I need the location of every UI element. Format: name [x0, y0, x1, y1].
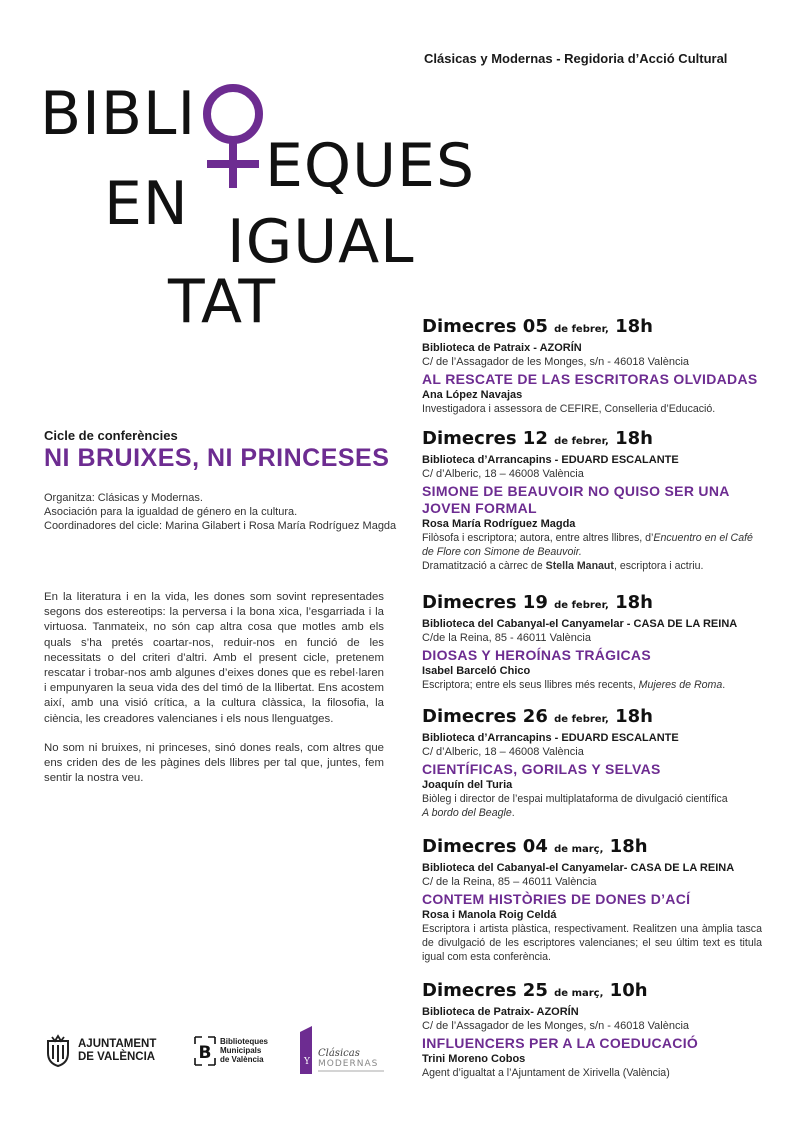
event-library: Biblioteca de Patraix - AZORÍN: [422, 342, 582, 354]
org-line: Asociación para la igualdad de género en la cultura.: [44, 506, 298, 518]
bmv-line: Municipals: [220, 1046, 262, 1055]
event-speaker: Joaquín del Turia: [422, 779, 513, 791]
intro-text: [44, 590, 384, 800]
logo-word-bibli: BIBLI: [40, 79, 197, 149]
clasicas-modernas-logo-icon: [298, 1024, 388, 1076]
ajuntament-line: AJUNTAMENT: [78, 1038, 157, 1050]
event-library: Biblioteca de Patraix- AZORÍN: [422, 1006, 579, 1018]
event-description: Biòleg i director de l’espai multiplataforma de divulgació científica: [422, 793, 728, 805]
event-1: [422, 316, 762, 416]
event-date: Dimecres 25 de març, 10h: [422, 980, 648, 1001]
svg-text:MODERNAS: MODERNAS: [318, 1059, 379, 1069]
event-description: Escriptora i artista plàstica, respectivament. Realitzen una àmplia tasca de divulgació de les escriptores valencianes; el seu últim text es titula igual com esta conferència.: [422, 923, 762, 963]
organizers-header: Clásicas y Modernas - Regidoria d’Acció Cultural: [424, 51, 728, 66]
svg-text:B: B: [198, 1043, 212, 1063]
logo-word-tat: TAT: [168, 267, 277, 337]
bmv-line: de València: [220, 1055, 264, 1064]
b-logo-icon: [194, 1036, 216, 1066]
org-line: Coordinadores del cicle: Marina Gilabert i Rosa María Rodríguez Magda: [44, 520, 397, 532]
bmv-line: Biblioteques: [220, 1037, 269, 1046]
coat-of-arms-icon: [44, 1033, 72, 1067]
org-line: Organitza: Clásicas y Modernas.: [44, 492, 203, 504]
venus-symbol-icon: [193, 80, 273, 200]
intro-paragraph: No som ni bruixes, ni princeses, sinó dones reals, com altres que ens criden des de les pàgines dels llibres per tal que, juntes, fem sentir la nostra veu.: [44, 741, 384, 785]
event-title: CONTEM HISTÒRIES DE DONES D’ACÍ: [422, 891, 691, 907]
event-description: Filòsofa i escriptora; autora, entre altres llibres, d’Encuentro en el Café de Flore con Simone de Beauvoir.: [422, 532, 753, 558]
event-address: C/ de l’Assagador de les Monges, s/n - 46018 València: [422, 356, 690, 368]
event-date: Dimecres 05 de febrer, 18h: [422, 316, 653, 337]
event-description: Escriptora; entre els seus llibres més recents, Mujeres de Roma.: [422, 679, 726, 691]
event-address: C/de la Reina, 85 - 46011 València: [422, 632, 591, 644]
event-address: C/ de la Reina, 85 – 46011 València: [422, 876, 597, 888]
event-date: Dimecres 26 de febrer, 18h: [422, 706, 653, 727]
ajuntament-logo: [44, 1033, 157, 1072]
biblioteques-logo: [194, 1036, 269, 1071]
logo-word-en: EN: [104, 169, 189, 239]
event-5: [422, 836, 762, 964]
event-3: [422, 592, 762, 692]
event-speaker: Ana López Navajas: [422, 389, 523, 401]
logo-word-eques: EQUES: [265, 131, 476, 201]
event-address: C/ de l’Assagador de les Monges, s/n - 46018 València: [422, 1020, 690, 1032]
event-2: [422, 428, 762, 573]
event-description: Agent d’igualtat a l’Ajuntament de Xirivella (València): [422, 1067, 670, 1079]
event-title: INFLUENCERS PER A LA COEDUCACIÓ: [422, 1035, 699, 1051]
event-description: Investigadora i assessora de CEFIRE, Conselleria d’Educació.: [422, 403, 716, 415]
event-title: SIMONE DE BEAUVOIR NO QUISO SER UNA JOVEN FORMAL: [422, 483, 730, 516]
cycle-label: Cicle de conferències: [44, 428, 178, 443]
logo-word-igual: IGUAL: [227, 207, 415, 277]
event-date: Dimecres 12 de febrer, 18h: [422, 428, 653, 449]
intro-paragraph: En la literatura i en la vida, les dones som sovint representades segons dos estereotips: la perversa i la bona xica, l’esgarriada i la virtuosa. Tanmateix, no són cap altra cosa que motles amb els quals s’ha pretés coartar-nos, reduir-nos en funció de les necessitats o del criteri d’altri. Amb el present cicle, pretenem rescatar i trobar-nos amb algunes d’eixes dones que es rebel·laren i empunyaren la seua vida des del timó de la llibertat. Ens acostem així, amb una visió crítica, a la cultura clàssica, la filosofia, la ciència, les creadores valencianes i els nous llenguatges.: [44, 591, 384, 725]
event-library: Biblioteca d’Arrancapins - EDUARD ESCALANTE: [422, 454, 679, 466]
event-date: Dimecres 19 de febrer, 18h: [422, 592, 653, 613]
organizer-info: [44, 491, 396, 533]
svg-text:Y: Y: [304, 1057, 310, 1067]
clasicas-modernas-logo: [298, 1024, 388, 1081]
event-speaker: Isabel Barceló Chico: [422, 665, 531, 677]
event-title: CIENTÍFICAS, GORILAS Y SELVAS: [422, 761, 661, 777]
event-speaker: Rosa María Rodríguez Magda: [422, 518, 576, 530]
event-speaker: Trini Moreno Cobos: [422, 1053, 526, 1065]
event-title: DIOSAS Y HEROÍNAS TRÁGICAS: [422, 647, 651, 663]
ajuntament-line: DE VALÈNCIA: [78, 1051, 156, 1063]
event-title: AL RESCATE DE LAS ESCRITORAS OLVIDADAS: [422, 371, 758, 387]
event-address: C/ d’Alberic, 18 – 46008 València: [422, 468, 584, 480]
event-speaker: Rosa i Manola Roig Celdá: [422, 909, 557, 921]
svg-text:Clásicas: Clásicas: [318, 1048, 360, 1059]
event-description-extra: A bordo del Beagle.: [422, 807, 515, 819]
event-library: Biblioteca d’Arrancapins - EDUARD ESCALANTE: [422, 732, 679, 744]
event-address: C/ d’Alberic, 18 – 46008 València: [422, 746, 584, 758]
event-6: [422, 980, 762, 1080]
cycle-title: NI BRUIXES, NI PRINCESES: [44, 444, 390, 472]
event-description-extra: Dramatització a càrrec de Stella Manaut, escriptora i actriu.: [422, 560, 704, 572]
event-library: Biblioteca del Cabanyal-el Canyamelar - CASA DE LA REINA: [422, 618, 738, 630]
event-date: Dimecres 04 de març, 18h: [422, 836, 648, 857]
event-4: [422, 706, 762, 820]
event-library: Biblioteca del Cabanyal-el Canyamelar- CASA DE LA REINA: [422, 862, 735, 874]
